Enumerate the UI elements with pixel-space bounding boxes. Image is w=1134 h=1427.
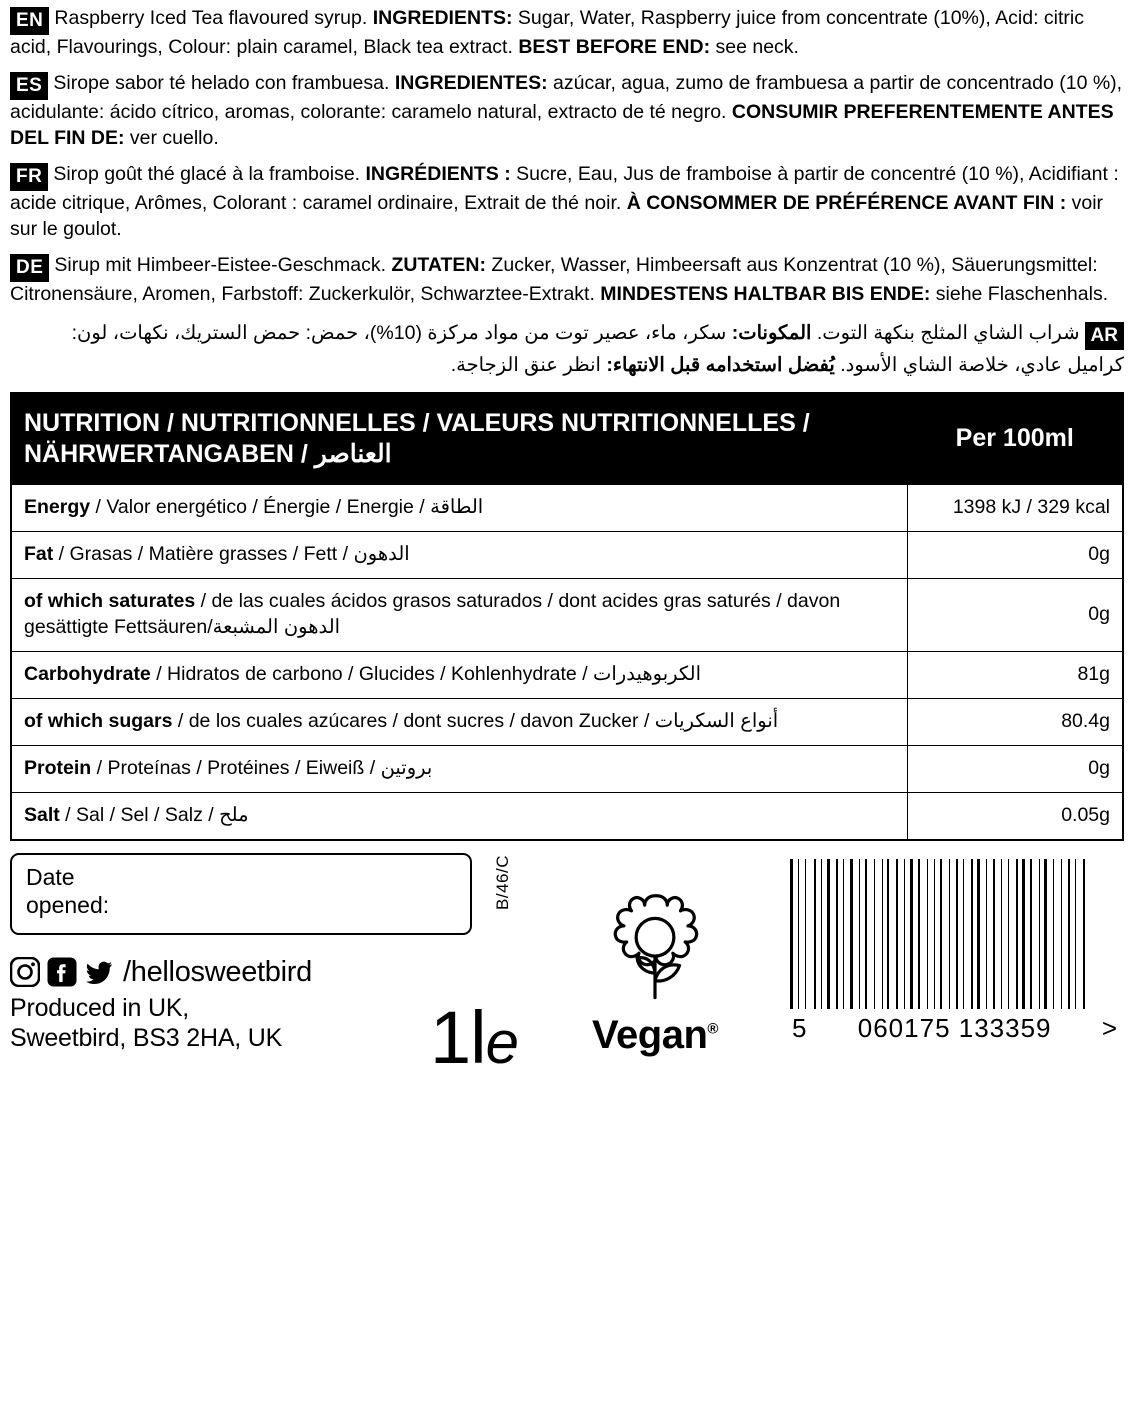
vegan-certification-logo <box>530 875 780 1062</box>
ingredients-arabic-block <box>10 318 1124 380</box>
nutrition-row-label <box>11 532 907 579</box>
ingredients-emphasis: À CONSOMMER DE PRÉFÉRENCE AVANT FIN : <box>626 191 1067 214</box>
barcode-left-digit: 5 <box>792 1012 808 1043</box>
barcode <box>790 859 1120 1046</box>
nutrition-header-row <box>11 393 1123 485</box>
nutrition-row-label <box>11 698 907 745</box>
nutrition-row <box>11 745 1123 792</box>
barcode-digits <box>790 1011 1120 1046</box>
nutrition-row-label <box>11 485 907 532</box>
nutrient-translations: / de los cuales azúcares / dont sucres / davon Zucker / <box>172 709 655 732</box>
language-tag-en: EN <box>10 7 49 35</box>
ingredients-text: Sirup mit Himbeer-Eistee-Geschmack. <box>54 253 392 276</box>
nutrition-row-value: 0g <box>907 532 1123 579</box>
nutrient-name: Carbohydrate <box>24 662 151 685</box>
net-volume-value: 1l <box>430 995 486 1079</box>
producer-line-2: Sweetbird, BS3 2HA, UK <box>10 1024 283 1053</box>
ingredients-paragraph-en <box>10 6 1124 61</box>
producer-address <box>10 993 282 1054</box>
date-opened-line-1: Date <box>26 863 75 890</box>
nutrition-header-label: NUTRITION / NUTRITIONNELLES / VALEURS NUTRITIONNELLES / NÄHRWERTANGABEN / العناصر <box>11 393 907 485</box>
language-tag-fr: FR <box>10 163 48 191</box>
ingredients-emphasis: CONSUMIR PREFERENTEMENTE ANTES DEL FIN DE: <box>10 100 1114 149</box>
nutrition-row-value: 0.05g <box>907 792 1123 839</box>
nutrient-name: Fat <box>24 543 54 566</box>
nutrition-row <box>11 792 1123 839</box>
nutrient-translations: / Proteínas / Protéines / Eiweiß / <box>91 756 381 779</box>
nutrition-row-value: 1398 kJ / 329 kcal <box>907 485 1123 532</box>
nutrition-row <box>11 651 1123 698</box>
nutrient-name-ar: ملح <box>219 803 249 826</box>
ingredients-emphasis: INGREDIENTS: <box>372 7 513 29</box>
ingredients-text: Sirope sabor té helado con frambuesa. <box>53 71 395 94</box>
nutrient-name: Energy <box>24 496 91 519</box>
estimated-sign: e <box>485 1008 518 1076</box>
nutrient-name-ar: الطاقة <box>430 496 484 519</box>
nutrient-name: of which sugars <box>24 709 173 732</box>
nutrient-name-ar: الدهون <box>353 543 410 566</box>
ingredients-text: Sucre, Eau, Jus de framboise à partir de concentré (10 %), Acidifiant : acide citrique, Arômes, Colorant : caramel ordinaire, Extrait de thé noir. <box>10 162 1119 214</box>
ingredients-emphasis-ar: المكونات: <box>731 321 812 344</box>
ingredients-text: siehe Flaschenhals. <box>930 282 1109 305</box>
language-tag-de: DE <box>10 254 49 282</box>
ingredients-paragraph-de <box>10 253 1124 308</box>
nutrient-name: of which saturates <box>24 590 196 613</box>
facebook-icon <box>47 957 77 987</box>
language-tag-ar: AR <box>1085 322 1124 350</box>
nutrition-row-label <box>11 745 907 792</box>
nutrient-name-ar: أنواع السكريات <box>654 709 779 732</box>
ingredients-text-ar: سكر، ماء، عصير توت من مواد مركزة (10%)، حمض: حمض الستريك، نكهات، لون: كراميل عادي، خلاصة الشاي الأسود. <box>71 321 1124 376</box>
nutrition-header-per-100ml: Per 100ml <box>907 393 1123 485</box>
vegan-flower-icon <box>555 875 755 1007</box>
nutrient-name: Salt <box>24 803 60 826</box>
barcode-bars <box>790 859 1120 1009</box>
ingredients-text: azúcar, agua, zumo de frambuesa a partir de concentrado (10 %), acidulante: ácido cítrico, aromas, colorante: caramelo natural, extracto de té negro. <box>10 71 1123 123</box>
batch-code: B/46/C <box>493 854 512 910</box>
nutrition-row <box>11 698 1123 745</box>
nutrition-row-value: 80.4g <box>907 698 1123 745</box>
nutrient-name: Protein <box>24 756 92 779</box>
ingredients-text: Zucker, Wasser, Himbeersaft aus Konzentrat (10 %), Säuerungsmittel: Citronensäure, Aromen, Farbstoff: Zuckerkulör, Schwarztee-Extrakt. <box>10 253 1098 305</box>
ingredients-emphasis: BEST BEFORE END: <box>518 36 711 58</box>
nutrient-translations: / Valor energético / Énergie / Energie / <box>90 496 431 519</box>
nutrition-row-value: 0g <box>907 745 1123 792</box>
nutrition-row-label <box>11 651 907 698</box>
ingredients-emphasis: INGRÉDIENTS : <box>365 162 511 185</box>
ingredients-text: Sugar, Water, Raspberry juice from concentrate (10%), Acid: citric acid, Flavourings, Colour: plain caramel, Black tea extract. <box>10 7 1084 58</box>
nutrient-name-ar: بروتين <box>380 756 433 779</box>
nutrient-translations: / Grasas / Matière grasses / Fett / <box>53 543 354 566</box>
ingredients-text: voir sur le goulot. <box>10 191 1104 240</box>
nutrient-name-ar: الكربوهيدرات <box>593 662 702 685</box>
nutrition-row-value: 81g <box>907 651 1123 698</box>
twitter-icon <box>84 957 114 987</box>
ingredients-text: see neck. <box>710 36 799 58</box>
nutrition-table <box>10 392 1124 841</box>
nutrient-translations: / Hidratos de carbono / Glucides / Kohlenhydrate / <box>150 662 594 685</box>
date-opened-line-2: opened: <box>26 891 110 918</box>
language-tag-es: ES <box>10 72 48 100</box>
vegan-text: Vegan® <box>592 1012 718 1057</box>
barcode-main-digits: 060175 133359 <box>857 1012 1052 1043</box>
ingredients-text: Raspberry Iced Tea flavoured syrup. <box>54 7 373 29</box>
ingredients-emphasis: INGREDIENTES: <box>394 71 548 94</box>
nutrient-translations: / Sal / Sel / Salz / <box>59 803 220 826</box>
net-volume <box>430 995 518 1079</box>
ingredients-paragraph-fr <box>10 162 1124 243</box>
instagram-icon <box>10 957 40 987</box>
producer-line-1: Produced in UK, <box>10 993 190 1022</box>
nutrition-row <box>11 579 1123 652</box>
social-media-row <box>10 953 312 992</box>
nutrition-row-label <box>11 792 907 839</box>
date-opened-box[interactable] <box>10 853 472 935</box>
ingredients-text: Sirop goût thé glacé à la framboise. <box>53 162 366 185</box>
nutrition-row-label <box>11 579 907 652</box>
ingredients-paragraph-es <box>10 71 1124 152</box>
barcode-right-mark: > <box>1101 1012 1118 1043</box>
nutrition-row <box>11 532 1123 579</box>
ingredients-emphasis-ar: يُفضل استخدامه قبل الانتهاء: <box>606 353 835 376</box>
ingredients-multilanguage-block <box>10 6 1124 308</box>
ingredients-emphasis: ZUTATEN: <box>391 253 487 276</box>
nutrition-row-value: 0g <box>907 579 1123 652</box>
social-handle-text: /hellosweetbird <box>123 955 312 988</box>
ingredients-emphasis: MINDESTENS HALTBAR BIS ENDE: <box>600 282 931 305</box>
ingredients-text-ar: شراب الشاي المثلج بنكهة التوت. <box>811 321 1080 344</box>
nutrition-row <box>11 485 1123 532</box>
nutrient-translations: / de las cuales ácidos grasos saturados / dont acides gras saturés / davon gesättigte Fettsäuren/ <box>24 590 841 639</box>
nutrient-name-ar: الدهون المشبعة <box>212 616 341 639</box>
ingredients-text: ver cuello. <box>124 126 219 149</box>
label-footer <box>10 853 1124 1085</box>
ingredients-text-ar: انظر عنق الزجاجة. <box>450 353 607 376</box>
